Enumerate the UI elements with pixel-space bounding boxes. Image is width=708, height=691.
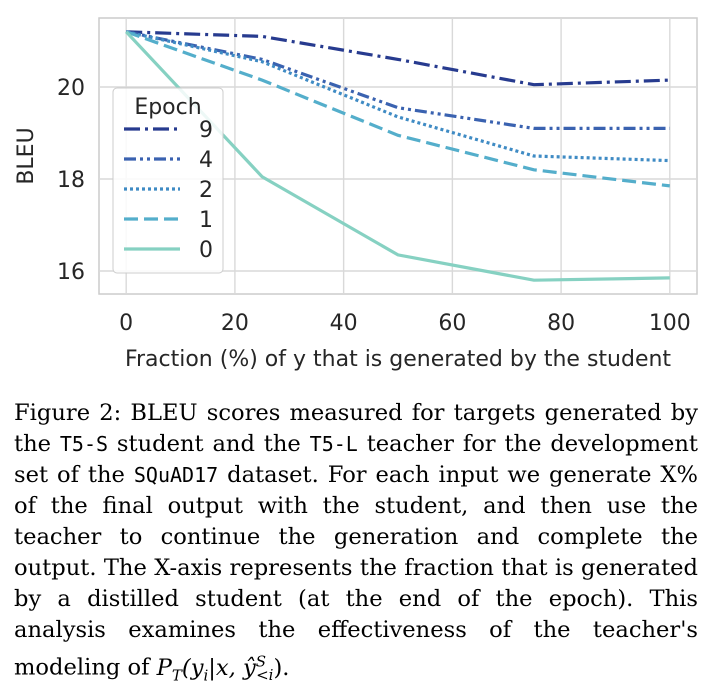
x-tick-label: 40 (329, 311, 358, 336)
caption-formula (156, 652, 290, 685)
x-tick-label: 100 (648, 311, 691, 336)
legend-title: Epoch (134, 95, 202, 120)
legend (113, 88, 223, 273)
y-tick-label: 20 (57, 76, 85, 101)
x-tick-label: 20 (220, 311, 249, 336)
caption-text-2: student and the (116, 431, 301, 457)
x-tick-label: 0 (119, 311, 134, 336)
legend-label-epoch-2: 2 (199, 178, 213, 203)
y-tick-label: 18 (57, 168, 85, 193)
y-axis-label: BLEU (14, 127, 39, 185)
legend-label-epoch-0: 0 (199, 238, 213, 263)
caption-text-4: dataset. For each input we generate X% of the final output with the student, and then use the teacher to continue the generation and complete the output. The X-axis represents the fraction that is generated by a distilled student (at the end of the epoch). This analysis examines the effectiveness of the teacher's modeling of (14, 462, 698, 681)
formula-end: ). (273, 654, 290, 681)
x-axis-label: Fraction (%) of y that is generated by the student (124, 347, 672, 372)
caption-label: Figure 2: (14, 400, 122, 426)
figure-caption (14, 398, 698, 691)
formula-y: (y (181, 654, 204, 681)
formula-sub-t: T (171, 666, 182, 685)
y-tick-label: 16 (57, 260, 85, 285)
legend-label-epoch-9: 9 (199, 118, 213, 143)
legend-label-epoch-1: 1 (199, 208, 213, 233)
formula-given: |x, ŷ (208, 654, 256, 681)
formula-sub-lti: <i (256, 666, 274, 685)
x-tick-label: 60 (438, 311, 467, 336)
dataset-name: SQuAD17 (133, 463, 219, 487)
y-tick-labels (57, 76, 85, 285)
formula-p: P (156, 654, 172, 681)
legend-label-epoch-4: 4 (199, 148, 213, 173)
x-tick-labels (119, 311, 691, 336)
caption-text-1: BLEU scores measured for targets generated by the (14, 400, 699, 457)
student-model-name: T5-S (59, 432, 109, 456)
teacher-model-name: T5-L (309, 432, 358, 456)
x-tick-label: 80 (547, 311, 576, 336)
formula-sub-i: i (203, 666, 209, 685)
formula-sup-s: S (255, 652, 267, 670)
caption-text-3: teacher for the development set of the (14, 431, 698, 488)
